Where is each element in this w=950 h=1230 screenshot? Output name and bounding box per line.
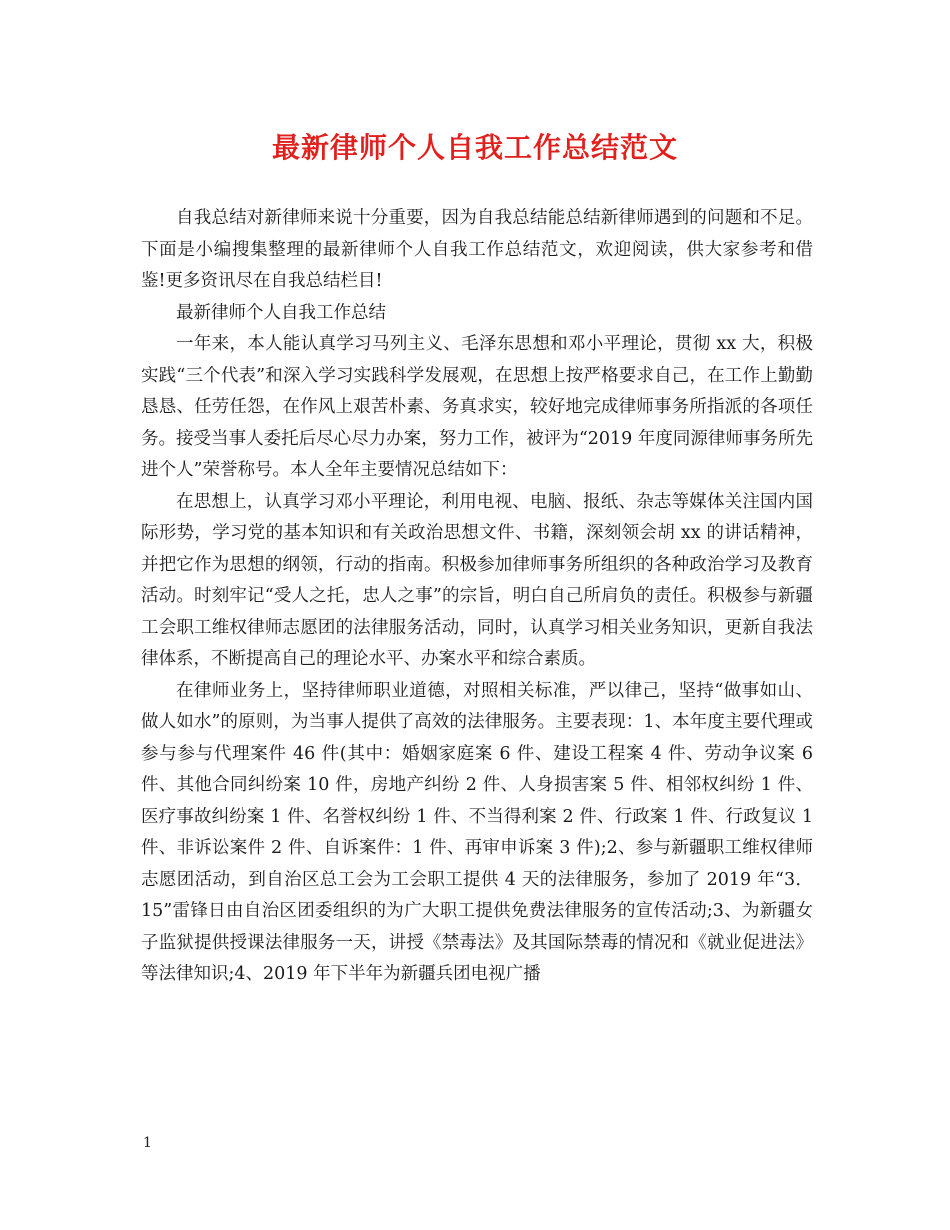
paragraph-heading: 最新律师个人自我工作总结 (176, 302, 386, 323)
paragraph-ideology: 在思想上，认真学习邓小平理论，利用电视、电脑、报纸、杂志等媒体关注国内国际形势，学习党的基本知识和有关政治思想文件、书籍，深刻领会胡 xx 的讲话精神，并把它作为思想的纲领，行动的指南。积极参加律师事务所组织的各种政治学习及教育活动。时刻牢记“受人之托，忠人之事”的宗旨，明白自己所肩负的责任。积极参与新疆工会职工维权律师志愿团的法律服务活动，同时，认真学习相关业务知识，更新自我法律体系，不断提高自己的理论水平、办案水平和综合素质。 (141, 491, 813, 669)
document-body (141, 203, 813, 991)
paragraph-summary: 一年来，本人能认真学习马列主义、毛泽东思想和邓小平理论，贯彻 xx 大，积极实践“三个代表”和深入学习实践科学发展观，在思想上按严格要求自己，在工作上勤勤恳恳、任劳任怨，在作风上艰苦朴素、务真求实，较好地完成律师事务所指派的各项任务。接受当事人委托后尽心尽力办案，努力工作，被评为“2019 年度同源律师事务所先进个人”荣誉称号。本人全年主要情况总结如下： (141, 334, 813, 480)
paragraph-intro: 自我总结对新律师来说十分重要，因为自我总结能总结新律师遇到的问题和不足。下面是小编搜集整理的最新律师个人自我工作总结范文，欢迎阅读，供大家参考和借鉴!更多资讯尽在自我总结栏目! (141, 208, 813, 291)
document-title: 最新律师个人自我工作总结范文 (271, 131, 678, 164)
paragraph-business: 在律师业务上，坚持律师职业道德，对照相关标准，严以律己，坚持“做事如山、做人如水”的原则，为当事人提供了高效的法律服务。主要表现：1、本年度主要代理或参与参与代理案件 46 件(其中：婚姻家庭案 6 件、建设工程案 4 件、劳动争议案 6 件、其他合同纠纷案 10 件，房地产纠纷 2 件、人身损害案 5 件、相邻权纠纷 1 件、医疗事故纠纷案 1 件、名誉权纠纷 1 件、不当得利案 2 件、行政案 1 件、行政复议 1 件、非诉讼案件 2 件、自诉案件：1 件、再审申诉案 3 件);2、参与新疆职工维权律师志愿团活动，到自治区总工会为工会职工提供 4 天的法律服务，参加了 2019 年“3．15”雷锋日由自治区团委组织的为广大职工提供免费法律服务的宣传活动;3、为新疆女子监狱提供授课法律服务一天，讲授《禁毒法》及其国际禁毒的情况和《就业促进法》等法律知识;4、2019 年下半年为新疆兵团电视广播 (141, 680, 813, 984)
page-number: 1 (143, 1135, 152, 1151)
